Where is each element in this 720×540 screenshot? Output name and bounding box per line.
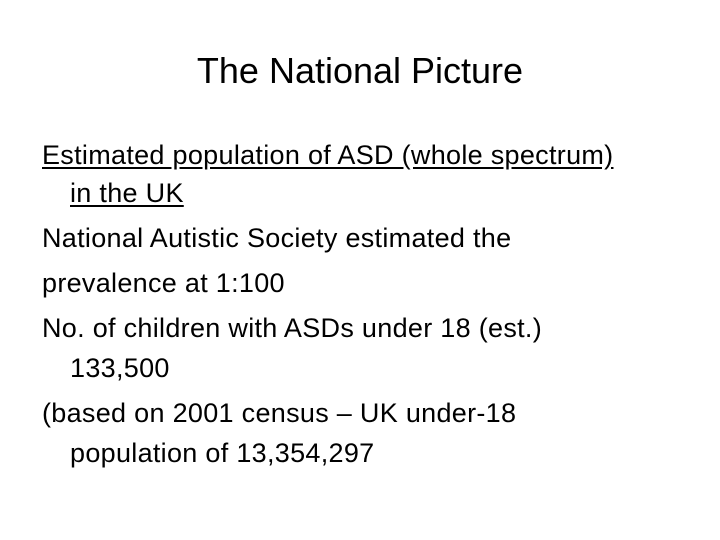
body-line-heading-cont: in the UK bbox=[70, 178, 184, 208]
body-line-value: population of 13,354,297 bbox=[70, 438, 375, 468]
slide-title: The National Picture bbox=[196, 50, 524, 91]
body-line: (based on 2001 census – UK under-18 bbox=[42, 398, 517, 428]
body-line: prevalence at 1:100 bbox=[42, 268, 285, 298]
body-line: National Autistic Society estimated the bbox=[42, 223, 512, 253]
body-line: No. of children with ASDs under 18 (est.) bbox=[42, 313, 543, 343]
body-line-heading: Estimated population of ASD (whole spectrum) bbox=[42, 140, 614, 170]
body-line-value: 133,500 bbox=[70, 353, 170, 383]
